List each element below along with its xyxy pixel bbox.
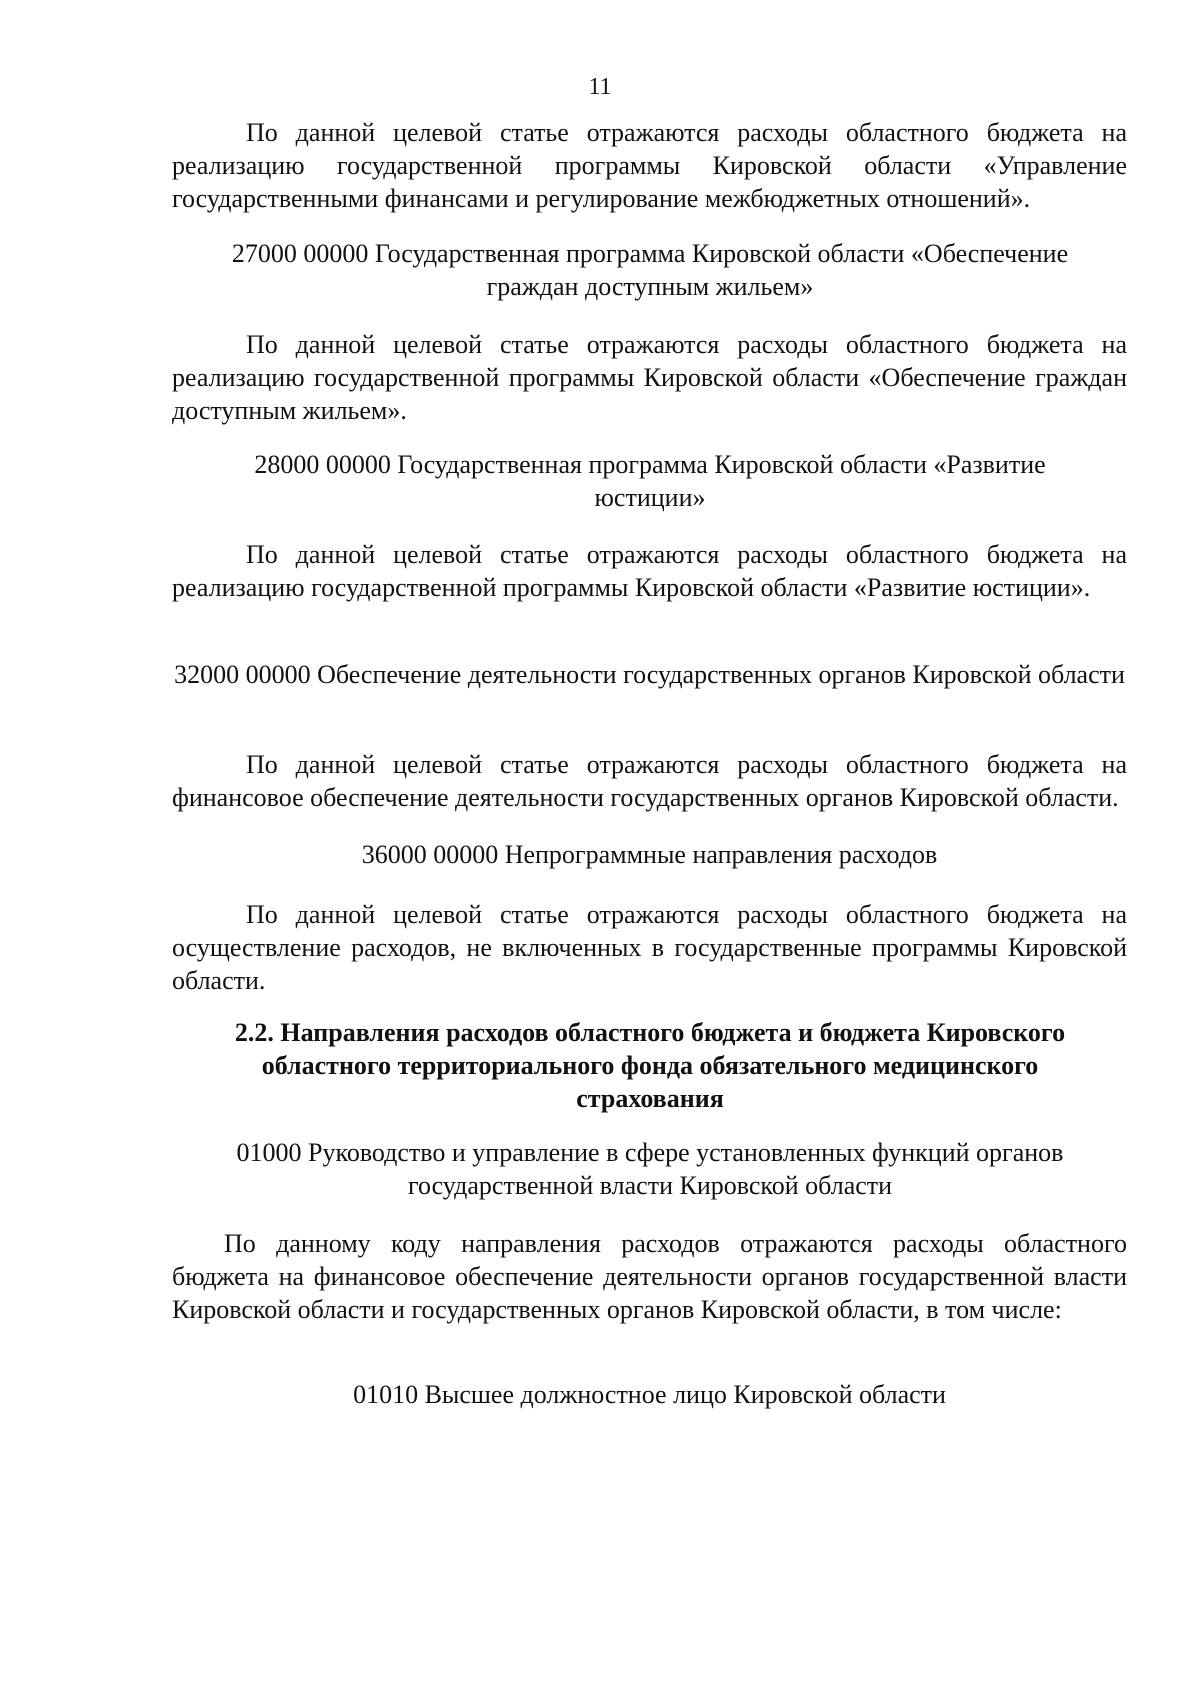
paragraph-expense-direction: По данному коду направления расходов отражаются расходы областного бюджета на финансовое обеспечение деятельности органов государственной власти Кировской области и государственных органов Кировской области, в том числе: — [172, 1229, 1127, 1324]
paragraph-state-bodies: По данной целевой статье отражаются расходы областного бюджета на финансовое обеспечение деятельности государственных органов Кировской области. — [172, 750, 1127, 812]
heading-01000: 01000 Руководство и управление в сфере установленных функций органов государственной власти Кировской области — [236, 1138, 1064, 1200]
heading-36000: 36000 00000 Непрограммные направления расходов — [361, 840, 938, 869]
paragraph-program-justice: По данной целевой статье отражаются расходы областного бюджета на реализацию государственной программы Кировской области «Развитие юстиции». — [172, 540, 1127, 602]
paragraph-non-program: По данной целевой статье отражаются расходы областного бюджета на осуществление расходов, не включенных в государственные программы Кировской области. — [172, 900, 1127, 995]
paragraph-program-finance: По данной целевой статье отражаются расходы областного бюджета на реализацию государственной программы Кировской области «Управление государственными финансами и регулирование межбюджетных отношений». — [172, 118, 1127, 213]
paragraph-program-housing: По данной целевой статье отражаются расходы областного бюджета на реализацию государственной программы Кировской области «Обеспечение граждан доступным жильем». — [172, 330, 1127, 425]
heading-01010: 01010 Высшее должностное лицо Кировской области — [353, 1380, 946, 1409]
heading-27000: 27000 00000 Государственная программа Кировской области «Обеспечение граждан доступным жильем» — [231, 239, 1069, 301]
heading-32000: 32000 00000 Обеспечение деятельности государственных органов Кировской области — [174, 660, 1125, 689]
page-number: 11 — [588, 74, 612, 100]
section-heading-2-2: 2.2. Направления расходов областного бюджета и бюджета Кировского областного территориального фонда обязательного медицинского страхования — [234, 1018, 1066, 1113]
heading-28000: 28000 00000 Государственная программа Кировской области «Развитие юстиции» — [254, 450, 1046, 512]
